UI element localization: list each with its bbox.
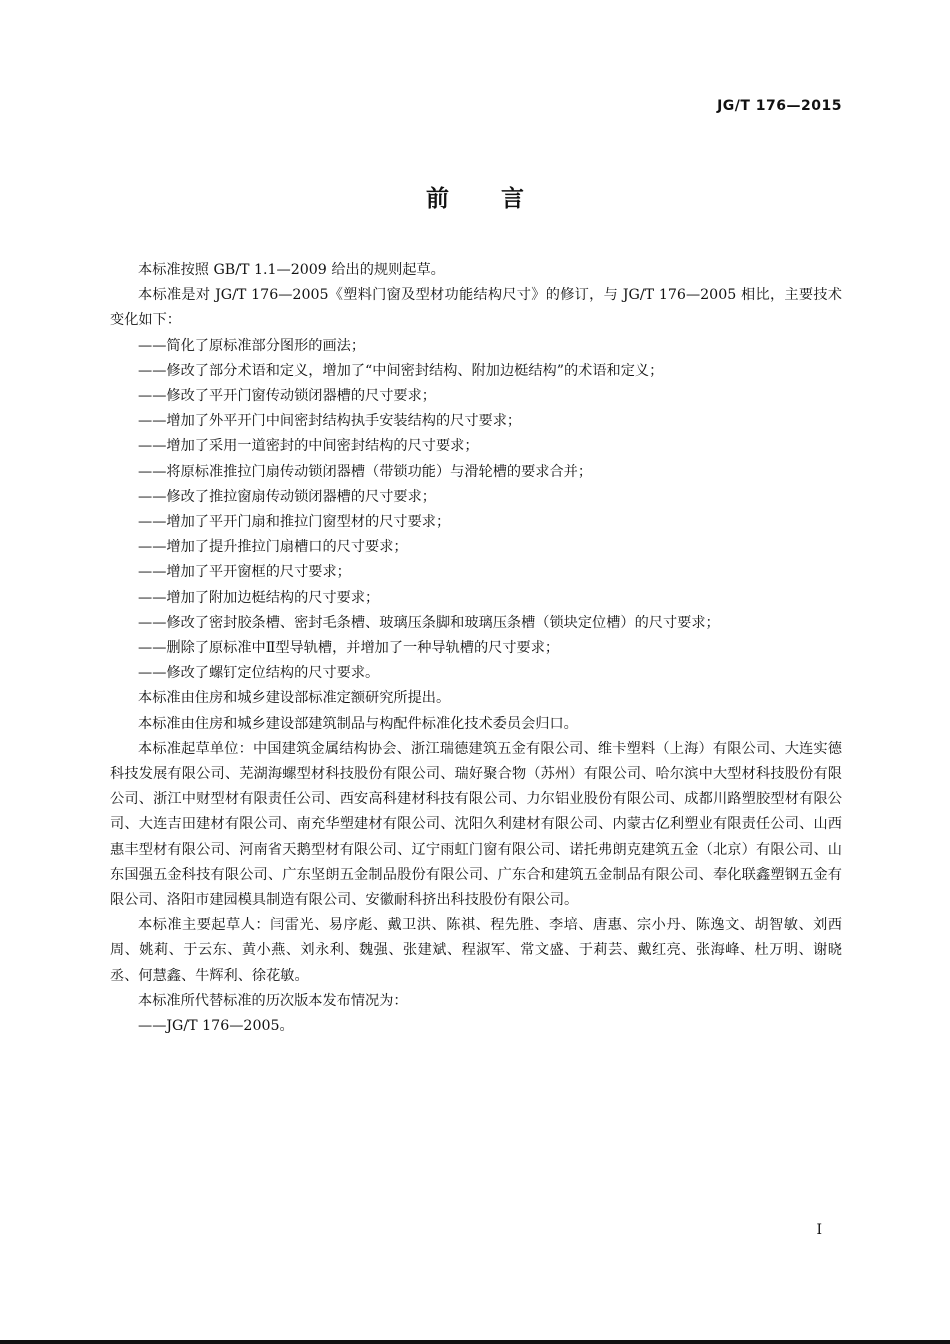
managed-by-paragraph: 本标准由住房和城乡建设部建筑制品与构配件标准化技术委员会归口。	[138, 715, 578, 732]
bottom-divider	[0, 1340, 950, 1344]
standard-code: JG/T 176—2015	[717, 98, 842, 114]
change-item-11: ——增加了附加边梃结构的尺寸要求；	[138, 589, 380, 606]
change-item-5: ——增加了采用一道密封的中间密封结构的尺寸要求；	[138, 438, 479, 455]
change-item-6: ——将原标准推拉门扇传动锁闭器槽（带锁功能）与滑轮槽的要求合并；	[138, 463, 593, 480]
change-item-3: ——修改了平开门窗传动锁闭器槽的尺寸要求；	[138, 388, 436, 405]
change-item-10: ——增加了平开窗框的尺寸要求；	[138, 564, 351, 581]
change-item-12: ——修改了密封胶条槽、密封毛条槽、玻璃压条脚和玻璃压条槽（锁块定位槽）的尺寸要求；	[138, 614, 720, 631]
intro-paragraph-2: 本标准是对 JG/T 176—2005《塑料门窗及型材功能结构尺寸》的修订，与 JG/T 176—2005 相比，主要技术变化如下：	[110, 287, 842, 329]
proposed-by-paragraph: 本标准由住房和城乡建设部标准定额研究所提出。	[138, 690, 451, 707]
page-number: I	[816, 1222, 822, 1238]
intro-paragraph-1: 本标准按照 GB/T 1.1—2009 给出的规则起草。	[138, 262, 445, 278]
change-item-2: ——修改了部分术语和定义，增加了“中间密封结构、附加边梃结构”的术语和定义；	[138, 362, 664, 379]
history-intro-paragraph: 本标准所代替标准的历次版本发布情况为：	[138, 992, 408, 1009]
history-item: ——JG/T 176—2005。	[138, 1018, 294, 1035]
change-item-4: ——增加了外平开门中间密封结构执手安装结构的尺寸要求；	[138, 413, 522, 430]
change-item-9: ——增加了提升推拉门扇槽口的尺寸要求；	[138, 539, 408, 556]
change-item-13: ——删除了原标准中Ⅱ型导轨槽，并增加了一种导轨槽的尺寸要求；	[138, 640, 560, 657]
change-item-7: ——修改了推拉窗扇传动锁闭器槽的尺寸要求；	[138, 488, 436, 505]
foreword-body	[110, 258, 842, 1039]
main-drafters-paragraph: 本标准主要起草人：闫雷光、易序彪、戴卫洪、陈祺、程先胜、李培、唐惠、宗小丹、陈逸文、胡智敏、刘西周、姚莉、于云东、黄小燕、刘永利、魏强、张建斌、程淑军、常文盛、于莉芸、戴红亮、张海峰、杜万明、谢晓丞、何慧鑫、牛辉利、徐花敏。	[110, 917, 842, 984]
drafting-units-paragraph: 本标准起草单位：中国建筑金属结构协会、浙江瑞德建筑五金有限公司、维卡塑料（上海）有限公司、大连实德科技发展有限公司、芜湖海螺型材科技股份有限公司、瑞好聚合物（苏州）有限公司、哈尔滨中大型材科技股份有限公司、浙江中财型材有限责任公司、西安高科建材科技有限公司、力尔铝业股份有限公司、成都川路塑胶型材有限公司、大连吉田建材有限公司、南充华塑建材有限公司、沈阳久利建材有限公司、内蒙古亿利塑业有限责任公司、山西惠丰型材有限公司、河南省天鹅型材有限公司、辽宁雨虹门窗有限公司、诺托弗朗克建筑五金（北京）有限公司、山东国强五金科技有限公司、广东坚朗五金制品股份有限公司、广东合和建筑五金制品有限公司、奉化联鑫塑钢五金有限公司、洛阳市建园模具制造有限公司、安徽耐科挤出科技股份有限公司。	[110, 740, 842, 909]
change-item-8: ——增加了平开门扇和推拉门窗型材的尺寸要求；	[138, 514, 451, 531]
page-title: 前言	[426, 186, 576, 212]
change-item-14: ——修改了螺钉定位结构的尺寸要求。	[138, 665, 380, 682]
change-item-1: ——简化了原标准部分图形的画法；	[138, 337, 366, 354]
